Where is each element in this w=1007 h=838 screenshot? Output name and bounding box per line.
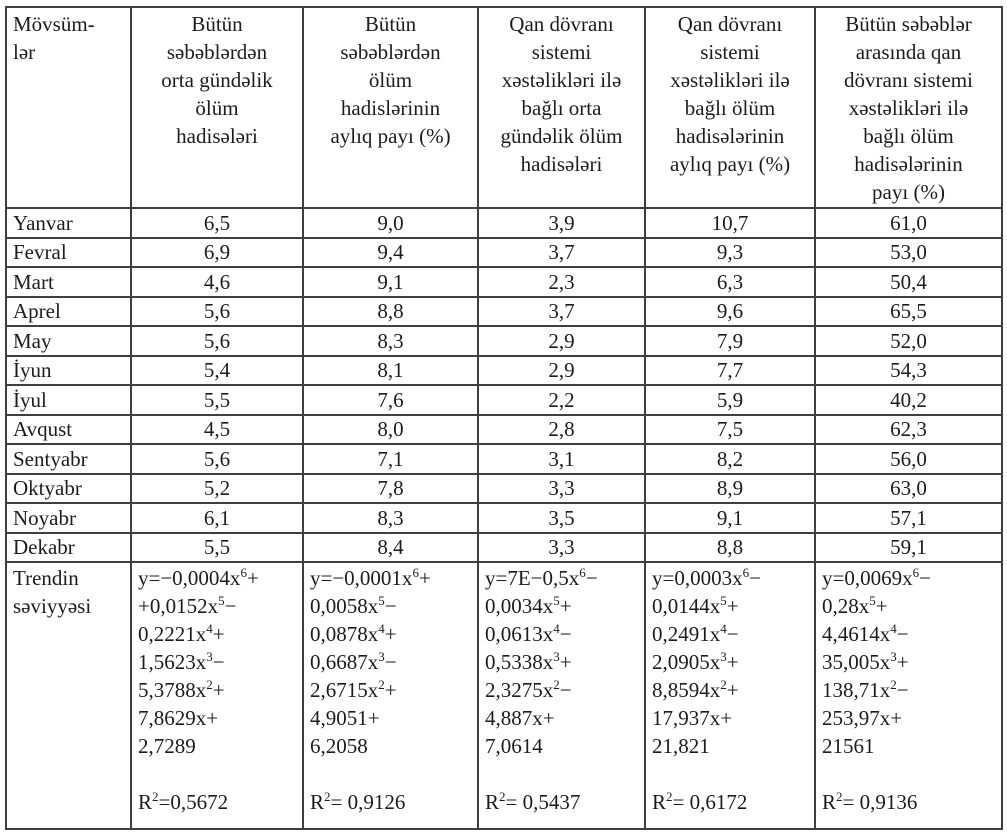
- column-header-3: Qan dövranı sistemi xəstəlikləri ilə bağlı orta gündəlik ölüm hadisələri: [478, 7, 645, 208]
- value-cell: 7,9: [645, 326, 815, 356]
- month-cell: Aprel: [6, 297, 131, 327]
- value-cell: 8,8: [645, 533, 815, 563]
- table-row-noyabr: [6, 503, 1002, 533]
- table-row-sentyabr: [6, 444, 1002, 474]
- trend-equation: $y=7E-0,5x^6-$ $0,0034x^5+$ $0,0613x^4-$ $0,5338x^3+$ $2,3275x^2-$ 4,887x+ 7,0614: [485, 565, 598, 758]
- value-cell: 7,1: [303, 444, 478, 474]
- value-cell: 5,4: [131, 356, 303, 386]
- table-row-fevral: [6, 238, 1002, 268]
- month-cell: İyun: [6, 356, 131, 386]
- value-cell: 2,9: [478, 326, 645, 356]
- table-row-avqust: [6, 415, 1002, 445]
- month-cell: Mart: [6, 267, 131, 297]
- value-cell: 52,0: [815, 326, 1002, 356]
- trend-label-cell: Trendin səviyyəsi: [6, 562, 131, 829]
- trend-formula-cell-1: [303, 562, 478, 829]
- month-cell: Fevral: [6, 238, 131, 268]
- value-cell: 3,5: [478, 503, 645, 533]
- value-cell: 5,2: [131, 474, 303, 504]
- value-cell: 8,3: [303, 503, 478, 533]
- value-cell: 57,1: [815, 503, 1002, 533]
- r2-value: $R^2= 0,9136$: [822, 788, 918, 814]
- value-cell: 5,5: [131, 533, 303, 563]
- mortality-statistics-table: [5, 6, 1003, 830]
- value-cell: 9,4: [303, 238, 478, 268]
- table-body: [6, 208, 1002, 829]
- value-cell: 3,7: [478, 297, 645, 327]
- trend-equation: $y=-0,0004x^6+$ $+0,0152x^5-$ $0,2221x^4+$ $1,5623x^3-$ $5,3788x^2+$ 7,8629x+ 2,7289: [138, 565, 259, 758]
- value-cell: 54,3: [815, 356, 1002, 386]
- value-cell: 2,3: [478, 267, 645, 297]
- value-cell: 8,9: [645, 474, 815, 504]
- trend-formula-cell-0: [131, 562, 303, 829]
- trend-equation: $y=0,0003x^6-$ $0,0144x^5+$ $0,2491x^4-$ $2,0905x^3+$ $8,8594x^2+$ 17,937x+ 21,821: [652, 565, 761, 758]
- value-cell: 7,8: [303, 474, 478, 504]
- table-row-yanvar: [6, 208, 1002, 238]
- month-cell: Yanvar: [6, 208, 131, 238]
- value-cell: 8,3: [303, 326, 478, 356]
- trend-equation: $y=0,0069x^6-$ $0,28x^5+$ $4,4614x^4-$ $35,005x^3+$ $138,71x^2-$ 253,97x+ 21561: [822, 565, 931, 758]
- value-cell: 9,0: [303, 208, 478, 238]
- value-cell: 3,3: [478, 474, 645, 504]
- value-cell: 9,6: [645, 297, 815, 327]
- value-cell: 6,5: [131, 208, 303, 238]
- column-header-5: Bütün səbəblər arasında qan dövranı sistemi xəstəlikləri ilə bağlı ölüm hadisələrinin payı (%): [815, 7, 1002, 208]
- value-cell: 9,3: [645, 238, 815, 268]
- column-header-0: Mövsüm- lər: [6, 7, 131, 208]
- month-cell: May: [6, 326, 131, 356]
- month-cell: Avqust: [6, 415, 131, 445]
- value-cell: 62,3: [815, 415, 1002, 445]
- column-header-2: Bütün səbəblərdən ölüm hadislərinin aylıq payı (%): [303, 7, 478, 208]
- value-cell: 10,7: [645, 208, 815, 238]
- value-cell: 4,5: [131, 415, 303, 445]
- trend-formula-cell-4: [815, 562, 1002, 829]
- value-cell: 5,6: [131, 444, 303, 474]
- value-cell: 2,8: [478, 415, 645, 445]
- r2-value: $R^2= 0,9126$: [310, 788, 406, 814]
- value-cell: 2,9: [478, 356, 645, 386]
- value-cell: 4,6: [131, 267, 303, 297]
- value-cell: 6,3: [645, 267, 815, 297]
- table-row-i̇yun: [6, 356, 1002, 386]
- table-row-dekabr: [6, 533, 1002, 563]
- value-cell: 5,6: [131, 326, 303, 356]
- value-cell: 40,2: [815, 385, 1002, 415]
- value-cell: 8,8: [303, 297, 478, 327]
- value-cell: 6,9: [131, 238, 303, 268]
- table-row-oktyabr: [6, 474, 1002, 504]
- value-cell: 2,2: [478, 385, 645, 415]
- month-cell: Oktyabr: [6, 474, 131, 504]
- value-cell: 7,5: [645, 415, 815, 445]
- trend-row: [6, 562, 1002, 829]
- value-cell: 65,5: [815, 297, 1002, 327]
- value-cell: 3,3: [478, 533, 645, 563]
- value-cell: 63,0: [815, 474, 1002, 504]
- month-cell: Dekabr: [6, 533, 131, 563]
- value-cell: 3,7: [478, 238, 645, 268]
- value-cell: 5,9: [645, 385, 815, 415]
- value-cell: 7,7: [645, 356, 815, 386]
- month-cell: Sentyabr: [6, 444, 131, 474]
- month-cell: Noyabr: [6, 503, 131, 533]
- value-cell: 8,4: [303, 533, 478, 563]
- header-row: [6, 7, 1002, 208]
- value-cell: 8,2: [645, 444, 815, 474]
- value-cell: 5,6: [131, 297, 303, 327]
- value-cell: 8,0: [303, 415, 478, 445]
- trend-equation: $y=-0,0001x^6+$ $0,0058x^5-$ $0,0878x^4+$ $0,6687x^3-$ $2,6715x^2+$ 4,9051+ 6,2058: [310, 565, 431, 758]
- table-row-may: [6, 326, 1002, 356]
- trend-formula-cell-2: [478, 562, 645, 829]
- value-cell: 9,1: [645, 503, 815, 533]
- value-cell: 56,0: [815, 444, 1002, 474]
- r2-value: $R^2= 0,5437$: [485, 788, 581, 814]
- value-cell: 50,4: [815, 267, 1002, 297]
- trend-formula-cell-3: [645, 562, 815, 829]
- value-cell: 3,1: [478, 444, 645, 474]
- value-cell: 9,1: [303, 267, 478, 297]
- value-cell: 3,9: [478, 208, 645, 238]
- value-cell: 53,0: [815, 238, 1002, 268]
- table-row-mart: [6, 267, 1002, 297]
- value-cell: 6,1: [131, 503, 303, 533]
- table-row-aprel: [6, 297, 1002, 327]
- value-cell: 8,1: [303, 356, 478, 386]
- table-row-i̇yul: [6, 385, 1002, 415]
- column-header-1: Bütün səbəblərdən orta gündəlik ölüm hadisələri: [131, 7, 303, 208]
- value-cell: 5,5: [131, 385, 303, 415]
- r2-value: $R^2=0,5672$: [138, 788, 229, 814]
- value-cell: 61,0: [815, 208, 1002, 238]
- r2-value: $R^2= 0,6172$: [652, 788, 748, 814]
- value-cell: 59,1: [815, 533, 1002, 563]
- column-header-4: Qan dövranı sistemi xəstəlikləri ilə bağlı ölüm hadisələrinin aylıq payı (%): [645, 7, 815, 208]
- value-cell: 7,6: [303, 385, 478, 415]
- month-cell: İyul: [6, 385, 131, 415]
